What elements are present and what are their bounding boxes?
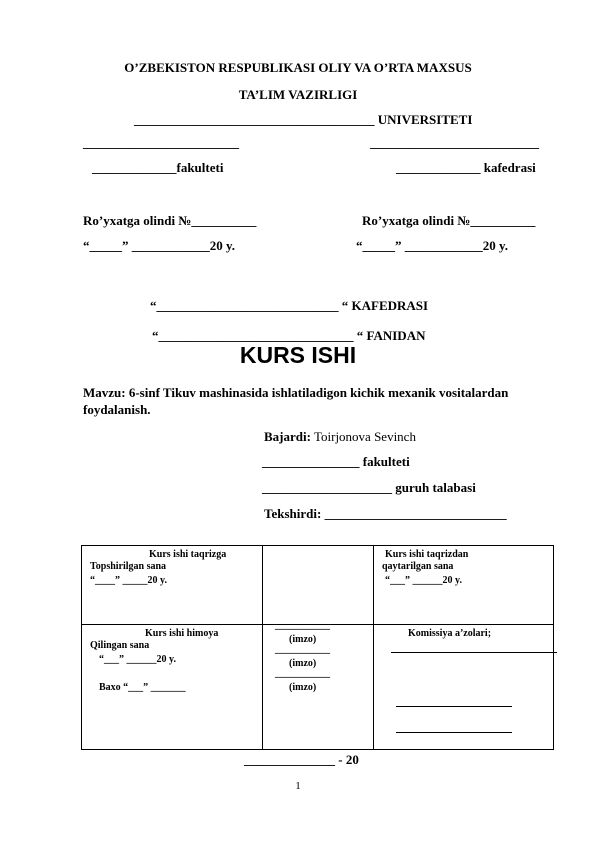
department-label: kafedrasi [483, 160, 536, 175]
signature-label-3: (imzo) [289, 682, 317, 693]
signature-blank-1: ___________ [275, 620, 330, 631]
topic-line-1: Mavzu: 6-sinf Tikuv mashinasida ishlatiladigon kichik mexanik vositalardan [83, 385, 509, 400]
review-empty-cell [263, 546, 374, 625]
registration-left-date: “_____” ____________20 y. [83, 238, 236, 253]
defense-line-1: Kurs ishi himoya [145, 628, 219, 639]
faculty-blank: _____________ [92, 160, 177, 175]
department-blank: _____________ [396, 160, 481, 175]
review-return-line-1: Kurs ishi taqrizdan [385, 549, 469, 560]
signature-blank-3: ___________ [275, 668, 330, 679]
ministry-line-1: O’ZBEKISTON RESPUBLIKASI OLIY VA O’RTA MAXSUS [124, 60, 472, 75]
signature-cell [263, 620, 374, 750]
faculty-label: fakulteti [176, 160, 224, 175]
year-line: ______________ - 20 [244, 752, 359, 767]
commission-line-3 [396, 732, 512, 733]
university-label: UNIVERSITETI [377, 112, 473, 127]
document-title: KURS ISHI [239, 342, 357, 368]
done-by-name: Toirjonova Sevinch [313, 429, 416, 444]
blank-left: ________________________ [83, 135, 239, 150]
review-submission-cell [82, 546, 263, 625]
review-submission-line-1: Kurs ishi taqrizga [149, 549, 227, 560]
registration-left-label: Ro’yxatga olindi №__________ [83, 213, 257, 228]
grade-line: Baxo “___” _______ [99, 682, 186, 693]
commission-cell [374, 625, 554, 750]
commission-line-2 [396, 706, 512, 707]
signature-blank-2: ___________ [275, 644, 330, 655]
defense-date: “___” ______20 y. [99, 654, 176, 665]
blank-right: __________________________ [370, 135, 539, 150]
review-return-line-2: qaytarilgan sana [382, 561, 454, 572]
registration-right-date: “_____” ____________20 y. [356, 238, 509, 253]
registration-right-label: Ro’yxatga olindi №__________ [362, 213, 536, 228]
signature-label-1: (imzo) [289, 634, 317, 645]
department-line: “____________________________ “ KAFEDRASI [150, 298, 429, 313]
defense-cell [82, 625, 263, 750]
done-by-label: Bajardi: [264, 429, 311, 444]
done-by-line [264, 429, 416, 445]
commission-label: Komissiya a’zolari; [408, 628, 492, 639]
topic-line-2: foydalanish. [83, 402, 151, 417]
faculty-line [92, 160, 223, 176]
review-table [81, 545, 554, 750]
subject-line: “______________________________ “ FANIDAN [152, 328, 426, 343]
review-return-date: “___” ______20 y. [385, 575, 462, 586]
review-return-cell [374, 546, 554, 625]
defense-line-2: Qilingan sana [90, 640, 150, 651]
page-number: 1 [295, 780, 301, 792]
ministry-line-2: TA’LIM VAZIRLIGI [238, 87, 358, 102]
checked-by: Tekshirdi: ____________________________ [264, 506, 507, 521]
commission-line-1 [391, 652, 557, 653]
review-submission-line-2: Topshirilgan sana [90, 561, 167, 572]
student-group: ____________________ guruh talabasi [262, 480, 476, 495]
department-header-line [396, 160, 536, 176]
university-line [134, 112, 472, 128]
signature-label-2: (imzo) [289, 658, 317, 669]
student-faculty: _______________ fakulteti [262, 454, 410, 469]
review-submission-date: “____” _____20 y. [90, 575, 167, 586]
university-blank: _____________________________________ [134, 112, 375, 127]
